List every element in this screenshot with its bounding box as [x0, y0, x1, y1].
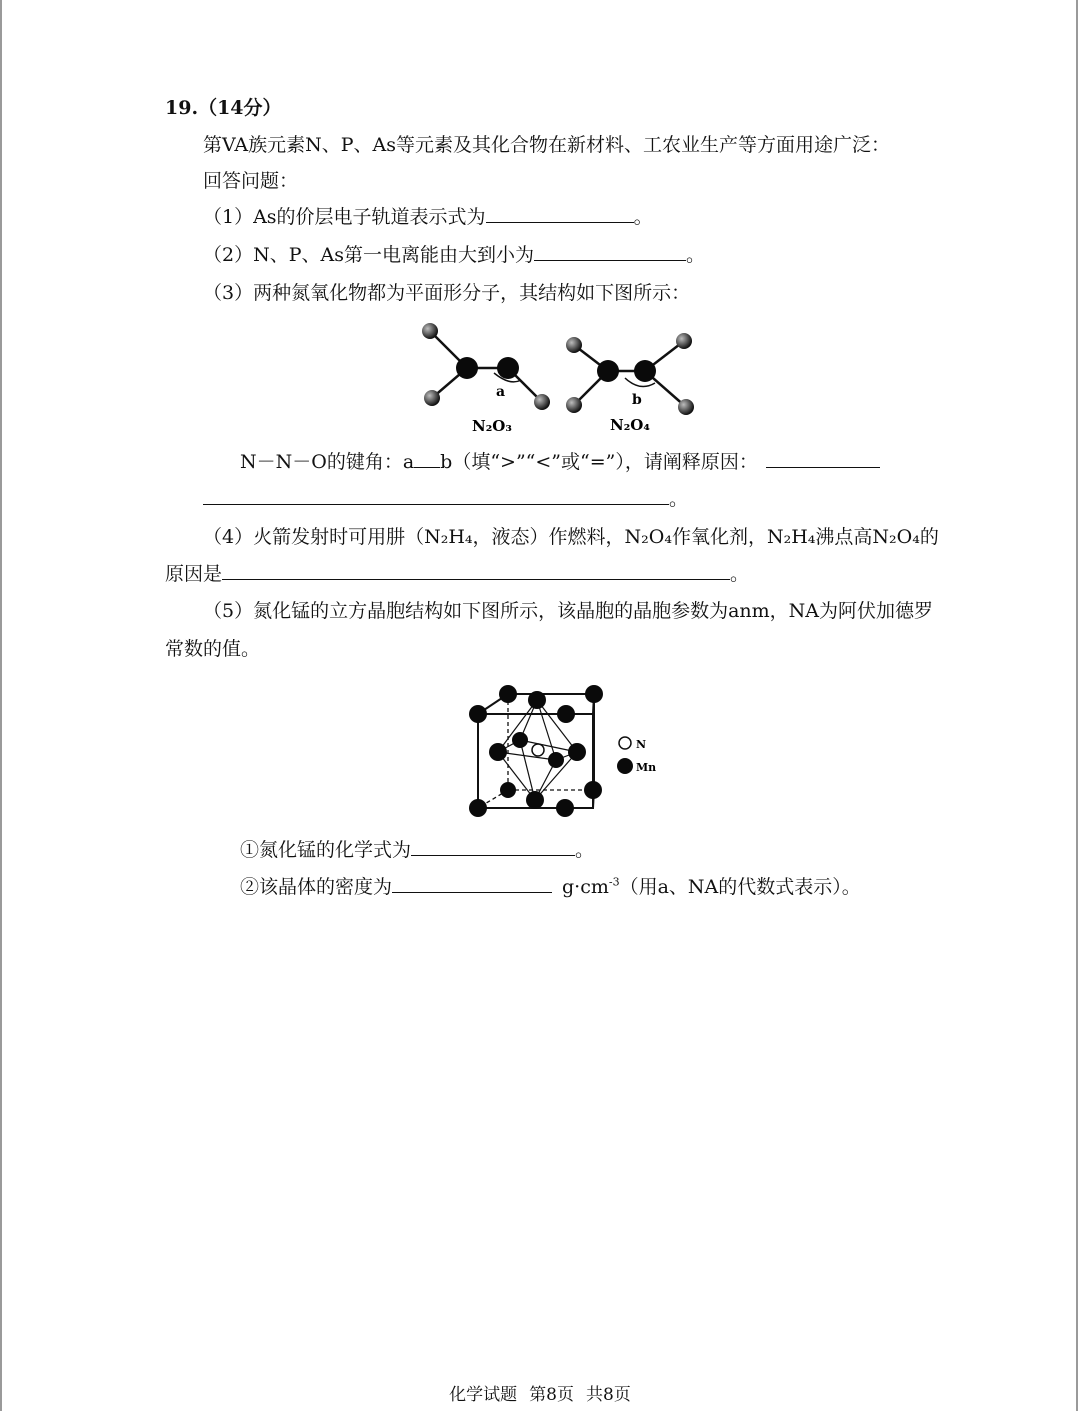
- q2-text: （2）N、P、As第一电离能由大到小为: [203, 244, 534, 266]
- q5-unit-exp: -3: [608, 875, 620, 889]
- q1-answer-blank[interactable]: [486, 204, 634, 223]
- nitrogen-atom: [456, 357, 478, 379]
- q3-reason-blank-1[interactable]: [766, 449, 880, 468]
- q1-text: （1）As的价层电子轨道表示式为: [203, 206, 486, 228]
- question-points: （14分）: [198, 97, 282, 119]
- q5-sub1: [240, 837, 594, 863]
- nitrogen-atom: [634, 360, 656, 382]
- page-right-edge: [1076, 0, 1078, 1411]
- q5-sub2-text: ②该晶体的密度为: [240, 876, 393, 898]
- q5-sub2: [240, 874, 861, 900]
- q1-end: 。: [633, 206, 653, 228]
- nitrogen-atom: [497, 357, 519, 379]
- q5-sub1-text: ①氮化锰的化学式为: [240, 839, 412, 861]
- q4-answer-blank[interactable]: [222, 561, 730, 580]
- q3-reason-line: [203, 486, 688, 512]
- q3-end: 。: [669, 488, 689, 510]
- q5-density-blank[interactable]: [392, 874, 552, 893]
- n2o3-molecule: [422, 323, 550, 410]
- crystal-cell-figure: [460, 680, 670, 820]
- footer-subject: 化学试题: [449, 1385, 518, 1405]
- q1: [203, 204, 653, 230]
- oxygen-atom: [566, 397, 582, 413]
- legend-mn-marker: [617, 758, 633, 774]
- q3-bond-mid: b（填“>”“<”或“=”），请阐释原因：: [440, 451, 758, 473]
- q5-sub1-end: 。: [575, 839, 595, 861]
- q4: （4）火箭发射时可用肼（N₂H₄，液态）作燃料，N₂O₄作氧化剂，N₂H₄沸点高N₂O₄的: [203, 526, 939, 548]
- q5-formula-blank[interactable]: [411, 837, 575, 856]
- q4-text2: 原因是: [165, 563, 223, 585]
- nitrogen-atom: [597, 360, 619, 382]
- footer-total: 共8页: [586, 1385, 631, 1405]
- n-atom: [532, 744, 544, 756]
- q5-line2: 常数的值。: [165, 638, 261, 660]
- question-intro: 第VA族元素N、P、As等元素及其化合物在新材料、工农业生产等方面用途广泛：: [203, 134, 891, 156]
- q3-compare-blank[interactable]: [414, 449, 440, 468]
- n2o3-label: N₂O₃: [472, 417, 512, 435]
- q2: [203, 242, 705, 268]
- page-left-edge: [0, 0, 2, 1411]
- question-number: 19.: [165, 97, 199, 119]
- oxygen-atom: [422, 323, 438, 339]
- q2-answer-blank[interactable]: [534, 242, 686, 261]
- n2o4-label: N₂O₄: [610, 416, 650, 434]
- oxygen-atom: [424, 390, 440, 406]
- page-footer: [0, 1380, 1080, 1405]
- n2o4-molecule: [566, 333, 694, 415]
- nitrogen-oxides-figure: [410, 316, 710, 440]
- q3-reason-blank-2[interactable]: [203, 486, 669, 505]
- question-prompt: 回答问题：: [203, 170, 299, 192]
- question-header: [165, 95, 282, 121]
- q5-sub2-rest: （用a、NA的代数式表示）。: [619, 876, 861, 898]
- q2-end: 。: [685, 244, 705, 266]
- legend-mn-label: Mn: [636, 761, 657, 774]
- oxygen-atom: [676, 333, 692, 349]
- angle-a-label: a: [496, 384, 506, 400]
- legend-n-label: N: [636, 738, 647, 751]
- q3-bond-prefix: N－N－O的键角：a: [240, 451, 415, 473]
- q3-bond-angle: [240, 449, 880, 475]
- q5: （5）氮化锰的立方晶胞结构如下图所示，该晶胞的晶胞参数为anm，NA为阿伏加德罗: [203, 600, 934, 622]
- angle-b-label: b: [632, 392, 642, 408]
- q3: （3）两种氮氧化物都为平面形分子，其结构如下图所示：: [203, 282, 691, 304]
- q5-unit: g·cm: [562, 876, 609, 898]
- oxygen-atom: [678, 399, 694, 415]
- footer-page: 第8页: [529, 1385, 574, 1405]
- legend-n-marker: [619, 737, 631, 749]
- q4-end: 。: [730, 563, 750, 585]
- q4-line2: [165, 561, 749, 587]
- oxygen-atom: [566, 337, 582, 353]
- oxygen-atom: [534, 394, 550, 410]
